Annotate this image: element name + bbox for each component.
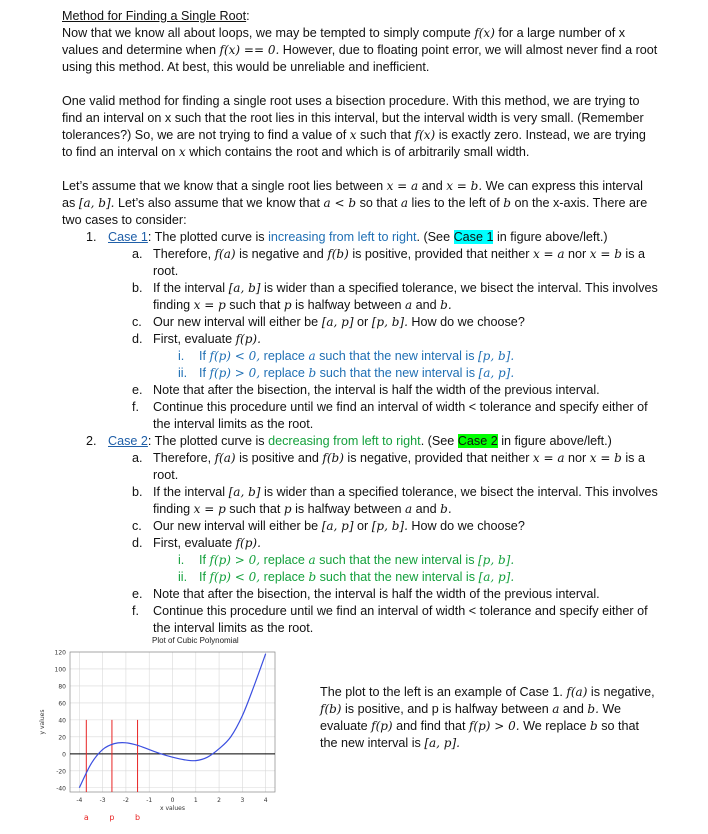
case-1-step-f: f. Continue this procedure until we find an interval of width < tolerance and specify either of the interval limits as the root. <box>132 400 648 431</box>
y-tick-label: 40 <box>58 717 66 725</box>
case-1-highlight: Case 1 <box>453 230 494 244</box>
y-tick-label: 120 <box>54 649 66 657</box>
x-tick-label: -2 <box>122 797 129 804</box>
y-tick-label: 60 <box>58 700 66 708</box>
chart-title: Plot of Cubic Polynomial <box>152 636 239 645</box>
cubic-polynomial-chart <box>30 644 280 832</box>
heading-text: Method for Finding a Single Root <box>62 9 247 23</box>
x-tick-label: 3 <box>240 797 245 804</box>
case-1-link[interactable]: Case 1 <box>108 230 148 244</box>
section-heading: Method for Finding a Single Root: <box>62 9 250 23</box>
case-2-step-d: d. First, evaluate f(p). <box>132 536 261 550</box>
case-1-step-a: a. Therefore, f(a) is negative and f(b) is positive, provided that neither x = a nor x = b is a root. <box>132 247 645 278</box>
y-tick-label: -20 <box>56 768 66 776</box>
assumption-paragraph: Let’s assume that we know that a single root lies between x = a and x = b. We can express this interval as [a, b]. Let’s also assume that we know that a < b so that a lies to the left of b on the x-axis. There are two cases to consider: <box>62 179 648 227</box>
case-2-step-a: a. Therefore, f(a) is positive and f(b) is negative, provided that neither x = a nor x = b is a root. <box>132 451 645 482</box>
case-2-link[interactable]: Case 2 <box>108 434 148 448</box>
x-tick-label: 4 <box>263 797 268 804</box>
x-tick-label: 1 <box>193 797 198 804</box>
case-2-item: 2. Case 2: The plotted curve is decreasing from left to right. (See Case 2 in figure above/left.) <box>86 434 612 448</box>
case-2-step-d-i: i. If f(p) > 0, replace a such that the new interval is [p, b]. <box>178 553 515 567</box>
case-2-step-c: c. Our new interval will either be [a, p] or [p, b]. How do we choose? <box>132 519 525 533</box>
figure-section <box>39 636 658 826</box>
x-tick-label: -3 <box>99 797 106 804</box>
y-tick-label: 80 <box>58 683 66 691</box>
case-1-step-c: c. Our new interval will either be [a, p] or [p, b]. How do we choose? <box>132 315 525 329</box>
x-tick-label: -4 <box>76 797 83 804</box>
case-1-step-d-i: i. If f(p) < 0, replace a such that the new interval is [p, b]. <box>178 349 515 363</box>
y-tick-label: 100 <box>54 666 66 674</box>
case-2-step-e: e. Note that after the bisection, the interval is half the width of the previous interval. <box>132 587 600 601</box>
case-2-step-d-ii: ii. If f(p) < 0, replace b such that the new interval is [a, p]. <box>178 570 515 584</box>
x-tick-label: -1 <box>146 797 153 804</box>
case-2-highlight: Case 2 <box>457 434 498 448</box>
x-axis-label: x values <box>160 805 185 812</box>
marker-label-b: b <box>135 813 141 822</box>
case-1-step-e: e. Note that after the bisection, the interval is half the width of the previous interval. <box>132 383 600 397</box>
x-tick-label: 2 <box>217 797 222 804</box>
document-body <box>62 8 658 637</box>
intro-paragraph: Now that we know all about loops, we may be tempted to simply compute f(x) for a large number of x values and determine when f(x) == 0. However, due to floating point error, we will almost never find a root using this method. At best, this would be unreliable and inefficient. <box>62 26 658 74</box>
y-tick-label: 20 <box>58 734 66 742</box>
case-1-step-b: b. If the interval [a, b] is wider than a specified tolerance, we bisect the interval. This involves finding x = p such that p is halfway between a and b. <box>132 281 658 312</box>
figure-caption: The plot to the left is an example of Case 1. f(a) is negative, f(b) is positive, and p is halfway between a and b. We evaluate f(p) and find that f(p) > 0. We replace b so that the new interval is [a, p]. <box>320 685 655 750</box>
marker-label-p: p <box>109 813 115 822</box>
case-2-step-b: b. If the interval [a, b] is wider than a specified tolerance, we bisect the interval. This involves finding x = p such that p is halfway between a and b. <box>132 485 658 516</box>
x-tick-label: 0 <box>170 797 175 804</box>
case-1-step-d-ii: ii. If f(p) > 0, replace b such that the new interval is [a, p]. <box>178 366 515 380</box>
marker-label-a: a <box>83 813 89 822</box>
case-2-step-f: f. Continue this procedure until we find an interval of width < tolerance and specify either of the interval limits as the root. <box>132 604 648 635</box>
y-tick-label: -40 <box>56 785 66 793</box>
case-1-step-d: d. First, evaluate f(p). <box>132 332 261 346</box>
bisection-paragraph: One valid method for finding a single root uses a bisection procedure. With this method, we are trying to find an interval on x such that the root lies in this interval, but the interval width is very small. (Remember tolerances?) So, we are not trying to find a value of x such that f(x) is exactly zero. Instead, we are trying to find an interval on x which contains the root and which is of arbitrarily small width. <box>62 94 646 159</box>
y-tick-label: 0 <box>62 751 66 759</box>
case-1-item: 1. Case 1: The plotted curve is increasing from left to right. (See Case 1 in figure above/left.) <box>86 230 608 244</box>
y-axis-label: y values <box>39 709 46 735</box>
